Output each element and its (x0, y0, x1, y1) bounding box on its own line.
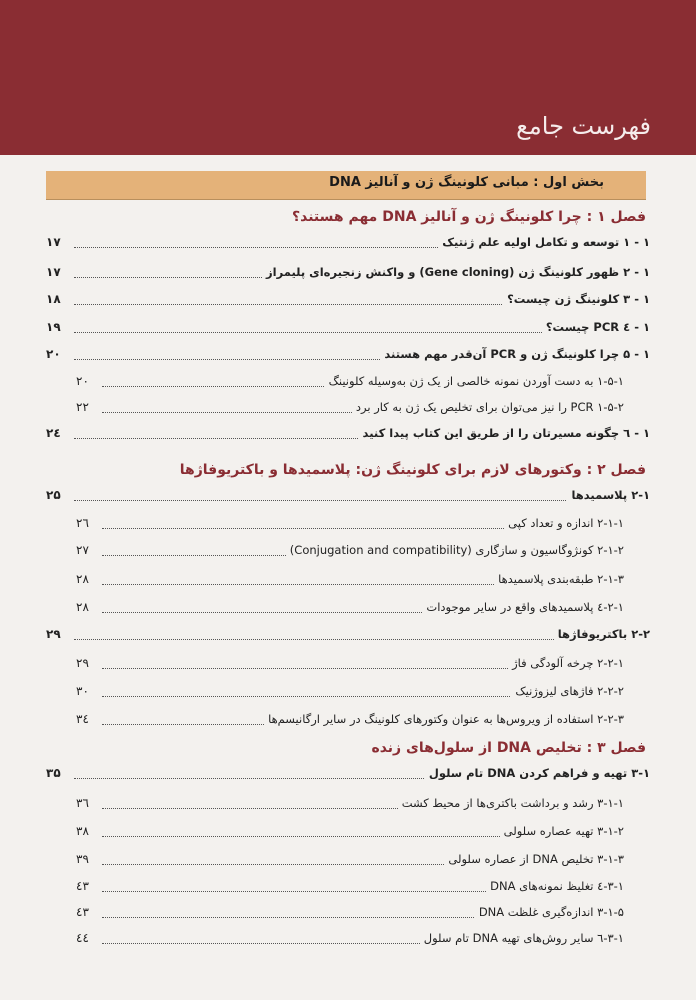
toc-page-number: ۲۰ (76, 374, 89, 388)
toc-subentry[interactable] (44, 850, 652, 872)
toc-entry[interactable] (44, 764, 652, 786)
toc-entry-label: ۱ - ۳ کلونینگ ژن چیست؟ (503, 292, 650, 306)
toc-page-number: ۲۰ (46, 347, 61, 361)
toc-entry[interactable] (44, 625, 652, 647)
part-title: بخش اول : مبانی کلونینگ ژن و آنالیز DNA (329, 175, 604, 190)
toc-page-number: ۱۷ (46, 235, 61, 249)
toc-page-number: ٤٤ (76, 931, 89, 945)
toc-entry-label: ۲-۱-٤ پلاسمیدهای واقع در سایر موجودات (422, 600, 624, 614)
toc-subentry[interactable] (44, 541, 652, 563)
toc-subentry[interactable] (44, 682, 652, 704)
toc-entry[interactable] (44, 290, 652, 312)
toc-page-number: ۳٤ (76, 712, 89, 726)
toc-entry[interactable] (44, 318, 652, 340)
toc-page-number: ٤۳ (76, 905, 89, 919)
toc-page-number: ۲٦ (76, 516, 89, 530)
toc-page-number: ۲۲ (76, 400, 89, 414)
toc-subentry[interactable] (44, 654, 652, 676)
toc-subentry[interactable] (44, 929, 652, 951)
toc-page-number: ۳۸ (76, 824, 89, 838)
toc-entry-label: ۳-۱-٦ سایر روش‌های تهیه DNA تام سلول (420, 931, 624, 945)
toc-entry-label: ۲-۲-۳ استفاده از ویروس‌ها به عنوان وکتورهای کلونینگ در سایر ارگانیسم‌ها (264, 712, 624, 726)
toc-entry-label: ۳-۱ تهیه و فراهم کردن DNA تام سلول (425, 766, 650, 780)
toc-page-number: ۲۸ (76, 572, 89, 586)
toc-page-number: ۲۹ (46, 627, 61, 641)
leader-dots (74, 500, 650, 501)
toc-entry-label: ۱-۵-۲ PCR را نیز می‌توان برای تخلیص یک ژن به کار برد (352, 400, 624, 414)
toc-page-number: ۲۹ (76, 656, 89, 670)
toc-entry-label: ۳-۱-۵ اندازه‌گیری غلظت DNA (475, 905, 624, 919)
toc-entry-label: ۳-۱-۳ تخلیص DNA از عصاره سلولی (444, 852, 624, 866)
toc-entry-label: ۳-۱-٤ تغلیظ نمونه‌های DNA (486, 879, 624, 893)
toc-subentry[interactable] (44, 372, 652, 394)
chapter-heading: فصل ۳ : تخلیص DNA از سلول‌های زنده (371, 740, 646, 756)
toc-entry-label: ۲-۱-۲ کونژوگاسیون و سازگاری (Conjugation and compatibility) (286, 543, 624, 557)
part-heading-bar (46, 171, 646, 200)
toc-subentry[interactable] (44, 398, 652, 420)
toc-page-number: ۲٤ (46, 426, 61, 440)
toc-subentry[interactable] (44, 514, 652, 536)
toc-entry-label: ۲-۱-۱ اندازه و تعداد کپی (504, 516, 624, 530)
chapter-heading: فصل ۱ : چرا کلونینگ ژن و آنالیز DNA مهم هستند؟ (292, 209, 646, 225)
toc-subentry[interactable] (44, 598, 652, 620)
toc-subentry[interactable] (44, 710, 652, 732)
toc-subentry[interactable] (44, 794, 652, 816)
toc-entry-label: ۱ - ٦ چگونه مسیرتان را از طریق این کتاب پیدا کنید (359, 426, 650, 440)
toc-entry-label: ۱ - ۱ توسعه و تکامل اولیه علم ژنتیک (438, 235, 650, 249)
toc-entry-label: ۱-۵-۱ به دست آوردن نمونه خالصی از یک ژن به‌وسیله کلونینگ (325, 374, 624, 388)
toc-page-number: ٤۳ (76, 879, 89, 893)
toc-entry-label: ۳-۱-۱ رشد و برداشت باکتری‌ها از محیط کشت (398, 796, 624, 810)
toc-entry-label: ۱ - ۲ ظهور کلونینگ ژن (Gene cloning) و واکنش زنجیره‌ای پلیمراز (262, 265, 650, 279)
toc-entry[interactable] (44, 263, 652, 285)
toc-page-number: ۱۷ (46, 265, 61, 279)
page-title: فهرست جامع (516, 112, 651, 140)
toc-page-number: ۲۵ (46, 488, 61, 502)
toc-page-number: ۳۰ (76, 684, 89, 698)
toc-entry-label: ۲-۲-۲ فاژهای لیزوژنیک (511, 684, 624, 698)
toc-entry-label: ۱ - ٤ PCR چیست؟ (542, 320, 650, 334)
toc-page-number: ۲۸ (76, 600, 89, 614)
toc-entry-label: ۲-۲-۱ چرخه آلودگی فاژ (508, 656, 624, 670)
toc-entry[interactable] (44, 486, 652, 508)
toc-page-number: ۱۸ (46, 292, 61, 306)
toc-entry-label: ۱ - ۵ چرا کلونینگ ژن و PCR آن‌قدر مهم هستند (380, 347, 650, 361)
toc-entry-label: ۲-۱ پلاسمیدها (567, 488, 650, 502)
toc-page-number: ۱۹ (46, 320, 61, 334)
toc-entry-label: ۲-۱-۳ طبقه‌بندی پلاسمیدها (494, 572, 624, 586)
toc-subentry[interactable] (44, 877, 652, 899)
toc-page-number: ۳۵ (46, 766, 61, 780)
toc-subentry[interactable] (44, 822, 652, 844)
toc-subentry[interactable] (44, 903, 652, 925)
toc-entry[interactable] (44, 424, 652, 446)
toc-subentry[interactable] (44, 570, 652, 592)
toc-entry-label: ۳-۱-۲ تهیه عصاره سلولی (500, 824, 624, 838)
toc-page-number: ۳٦ (76, 796, 89, 810)
toc-entry-label: ۲-۲ باکتریوفاژها (554, 627, 650, 641)
toc-page-number: ۲۷ (76, 543, 89, 557)
chapter-heading: فصل ۲ : وکتورهای لازم برای کلونینگ ژن: پلاسمیدها و باکتریوفاژها (179, 462, 646, 478)
toc-entry[interactable] (44, 233, 652, 255)
toc-entry[interactable] (44, 345, 652, 367)
toc-page-number: ۳۹ (76, 852, 89, 866)
